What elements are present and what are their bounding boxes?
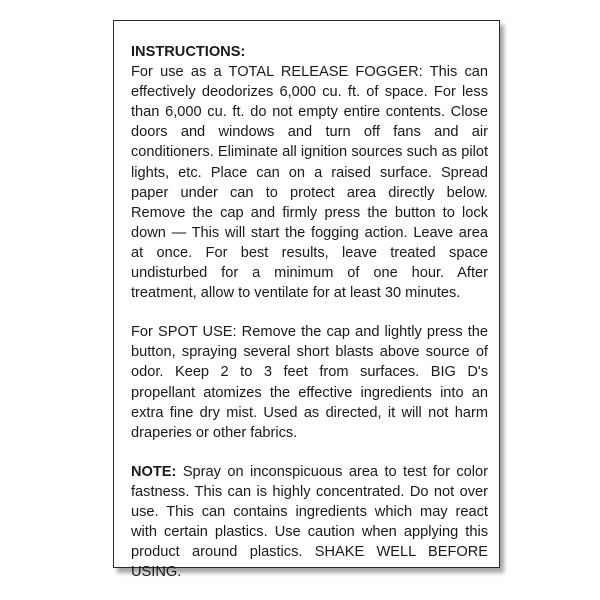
paragraph-spacer bbox=[131, 443, 488, 462]
note-heading: NOTE: bbox=[131, 463, 177, 480]
instructions-label bbox=[113, 20, 500, 581]
paragraph-spacer bbox=[131, 303, 488, 322]
note-paragraph bbox=[131, 462, 488, 583]
note-text: Spray on inconspicuous area to test for color fastness. This can is highly concentrated. Do not over use. This can contains ingredients which may react with certain plastics. Use caution when applying this product around plastics. SHAKE WELL BEFORE USING. bbox=[131, 463, 488, 581]
fogger-instructions-paragraph: For use as a TOTAL RELEASE FOGGER: This can effectively deodorizes 6,000 cu. ft. of space. For less than 6,000 cu. ft. do not empty entire contents. Close doors and windows and turn off fans and air conditioners. Eliminate all ignition sources such as pilot lights, etc. Place can on a raised surface. Spread paper under can to protect area directly below. Remove the cap and firmly press the button to lock down — This will start the fogging action. Leave area at once. For best results, leave treated space undisturbed for a minimum of one hour. After treatment, allow to ventilate for at least 30 minutes. bbox=[131, 64, 488, 302]
spot-use-paragraph: For SPOT USE: Remove the cap and lightly press the button, spraying several short blasts above source of odor. Keep 2 to 3 feet from surfaces. BIG D's propellant atomizes the effective ingredients into an extra fine dry mist. Used as directed, it will not harm draperies or other fabrics. bbox=[131, 324, 488, 441]
instructions-heading: INSTRUCTIONS: bbox=[131, 44, 246, 60]
